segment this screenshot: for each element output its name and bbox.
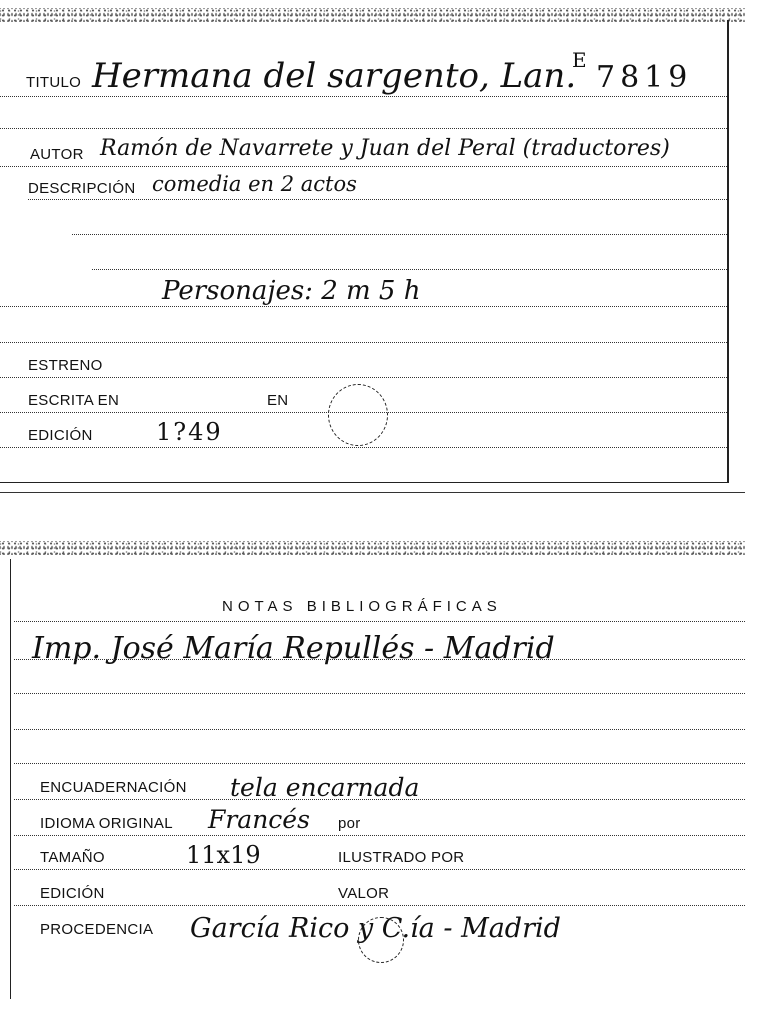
- edicion-line: [0, 447, 727, 448]
- card-separator: [0, 492, 745, 493]
- autor-value: Ramón de Navarrete y Juan del Peral (traductores): [100, 136, 670, 161]
- idioma-line: [14, 835, 745, 836]
- procedencia-value: García Rico y C.ía - Madrid: [190, 913, 561, 944]
- titulo-ref-letter: E: [572, 48, 587, 72]
- tamano-line: [14, 869, 745, 870]
- notas-line-3: [14, 693, 745, 694]
- titulo-ref-number: 7819: [596, 60, 693, 95]
- ilustrado-label: ILUSTRADO POR: [338, 849, 465, 866]
- notas-line-4: [14, 729, 745, 730]
- notas-value: Imp. José María Repullés - Madrid: [32, 631, 555, 666]
- descripcion-line-3: [92, 269, 727, 270]
- escrita-en-label: ESCRITA EN: [28, 392, 120, 409]
- card-left-border: [10, 559, 11, 999]
- edicion-label: EDICIÓN: [28, 427, 93, 444]
- encuadernacion-label: ENCUADERNACIÓN: [40, 779, 187, 796]
- encuadernacion-value: tela encarnada: [230, 773, 420, 802]
- en-label: EN: [267, 392, 289, 409]
- descripcion-line-2: [72, 234, 727, 235]
- blank-line: [0, 128, 727, 129]
- catalog-card-top: [0, 0, 745, 490]
- tamano-label: TAMAÑO: [40, 849, 105, 866]
- notas-line-2: [14, 659, 745, 660]
- idioma-value: Francés: [208, 805, 310, 834]
- personajes-value: Personajes: 2 m 5 h: [162, 276, 421, 306]
- descripcion-value: comedia en 2 actos: [152, 172, 357, 196]
- notas-line-1: [14, 621, 745, 622]
- card-top-edge: [0, 541, 745, 555]
- card-bottom-border: [0, 482, 729, 483]
- circular-stamp: [328, 384, 388, 446]
- descripcion-label: DESCRIPCIÓN: [28, 180, 136, 197]
- procedencia-label: PROCEDENCIA: [40, 921, 154, 938]
- por-label: por: [338, 815, 361, 832]
- notas-heading: NOTAS BIBLIOGRÁFICAS: [222, 598, 502, 615]
- catalog-card-bottom: [0, 535, 745, 1015]
- personajes-line: [0, 306, 727, 307]
- edicion-label: EDICIÓN: [40, 885, 105, 902]
- descripcion-line: [28, 199, 727, 200]
- estreno-line: [0, 377, 727, 378]
- valor-label: VALOR: [338, 885, 390, 902]
- encuadernacion-line: [14, 799, 745, 800]
- titulo-line: [0, 96, 727, 97]
- card-top-edge: [0, 8, 745, 22]
- titulo-value: Hermana del sargento, Lan.: [92, 56, 577, 96]
- tamano-value: 11x19: [186, 841, 261, 869]
- card-right-border: [727, 20, 729, 482]
- notas-line-5: [14, 763, 745, 764]
- edicion-line: [14, 905, 745, 906]
- autor-line: [0, 166, 727, 167]
- blank-line-2: [0, 342, 727, 343]
- titulo-label: TITULO: [26, 74, 82, 91]
- edicion-value: 1?49: [156, 418, 223, 446]
- estreno-label: ESTRENO: [28, 357, 103, 374]
- autor-label: AUTOR: [30, 146, 84, 163]
- idioma-label: IDIOMA ORIGINAL: [40, 815, 173, 832]
- circular-stamp: [358, 917, 404, 963]
